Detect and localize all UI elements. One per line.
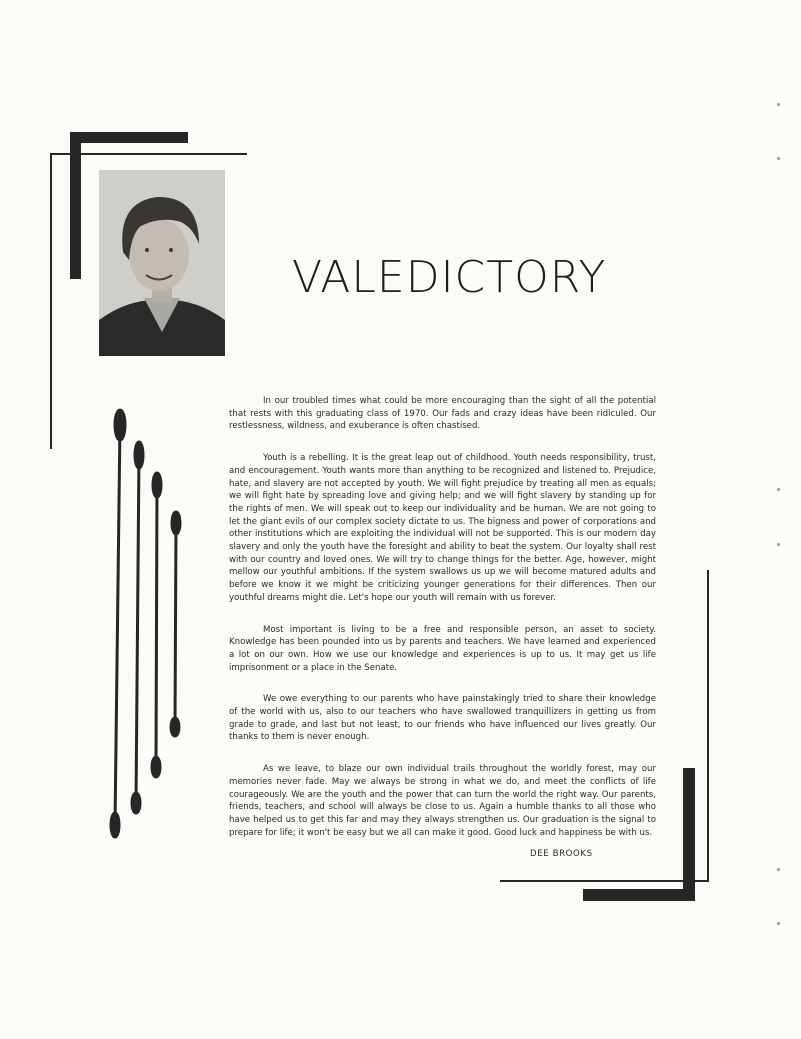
signature: DEE BROOKS <box>530 849 593 859</box>
binder-mark <box>777 488 780 491</box>
paragraph-5: As we leave, to blaze our own individual trails throughout the worldly forest, may our memories never fade. May we always be strong in what we do, and meet the conflicts of life courageously. We are the youth and the power that can turn the world the right way. Our parents, friends, teachers, and school will always be close to us. Again a humble thanks to all those who have helped us to get this far and may they always strengthen us. Our graduation is the signal to prepare for life; it won't be easy but we all can make it good. Good luck and happiness be with us. <box>229 764 656 838</box>
student-portrait-icon <box>99 170 225 356</box>
binder-mark <box>777 922 780 925</box>
valedictory-text <box>229 395 656 858</box>
paragraph-2: Youth is a rebelling. It is the great leap out of childhood. Youth needs responsibility, trust, and encouragement. Youth wants more than anything to be recognized and listened to. Prejudice, hate, and slavery are not accepted by youth. We will fight prejudice by treating all men as equals; we will fight hate by spreading love and giving help; and we will fight slavery by standing up for the rights of men. We will speak out to keep our individuality and be human. We are not going to let the giant evils of our complex society dictate to us. The bigness and power of corporations and other institutions which are exploiting the individual will not be supported. This is our modern day slavery and only the youth have the foresight and ability to beat the system. Our loyalty shall rest with our country and loved ones. We will try to change things for the better. Age, however, might mellow our youthful ambitions. If the system swallows us up we will become matured adults and before we know it we might be criticizing younger generations for their differences. Then our youthful dreams might die. Let's hope our youth will remain with us forever. <box>229 453 656 603</box>
binder-mark <box>777 103 780 106</box>
decorative-stick-1 <box>111 410 125 837</box>
page-title: VALEDICTORY <box>292 252 607 303</box>
paragraph-3: Most important is living to be a free and responsible person, an asset to society. Knowledge has been pounded into us by parents and teachers. We have learned and experienced a lot on our own. How we use our knowledge and experiences is up to us. It may get us life imprisonment or a place in the Senate. <box>229 624 656 673</box>
binder-mark <box>777 868 780 871</box>
decorative-sticks <box>100 405 190 845</box>
corner-frame-top-left-thin-post <box>50 153 52 449</box>
paragraph-4: We owe everything to our parents who have painstakingly tried to share their knowledge of the world with us, also to our teachers who have swallowed tranquillizers in getting us from grade to grade, and last but not least, to our friends who have influenced our lives greatly. Our thanks to them is never enough. <box>229 694 656 743</box>
decorative-stick-4 <box>171 512 180 736</box>
binder-mark <box>777 543 780 546</box>
decorative-stick-2 <box>132 442 143 813</box>
portrait-photo <box>99 170 225 356</box>
decorative-stick-3 <box>152 473 161 777</box>
corner-frame-top-left-thin-bar <box>50 153 247 155</box>
corner-frame-bottom-right-thin-post <box>707 570 709 882</box>
corner-frame-bottom-right-thin-bar <box>500 880 709 882</box>
corner-frame-top-left-thick-bar <box>70 132 188 143</box>
binder-mark <box>777 157 780 160</box>
corner-frame-bottom-right-thick-bar <box>583 889 695 901</box>
paragraph-1: In our troubled times what could be more encouraging than the sight of all the potential that rests with this graduating class of 1970. Our fads and crazy ideas have been ridiculed. Our restlessness, wildness, and exuberance is often chastised. <box>229 396 656 432</box>
corner-frame-bottom-right-thick-post <box>683 768 695 901</box>
